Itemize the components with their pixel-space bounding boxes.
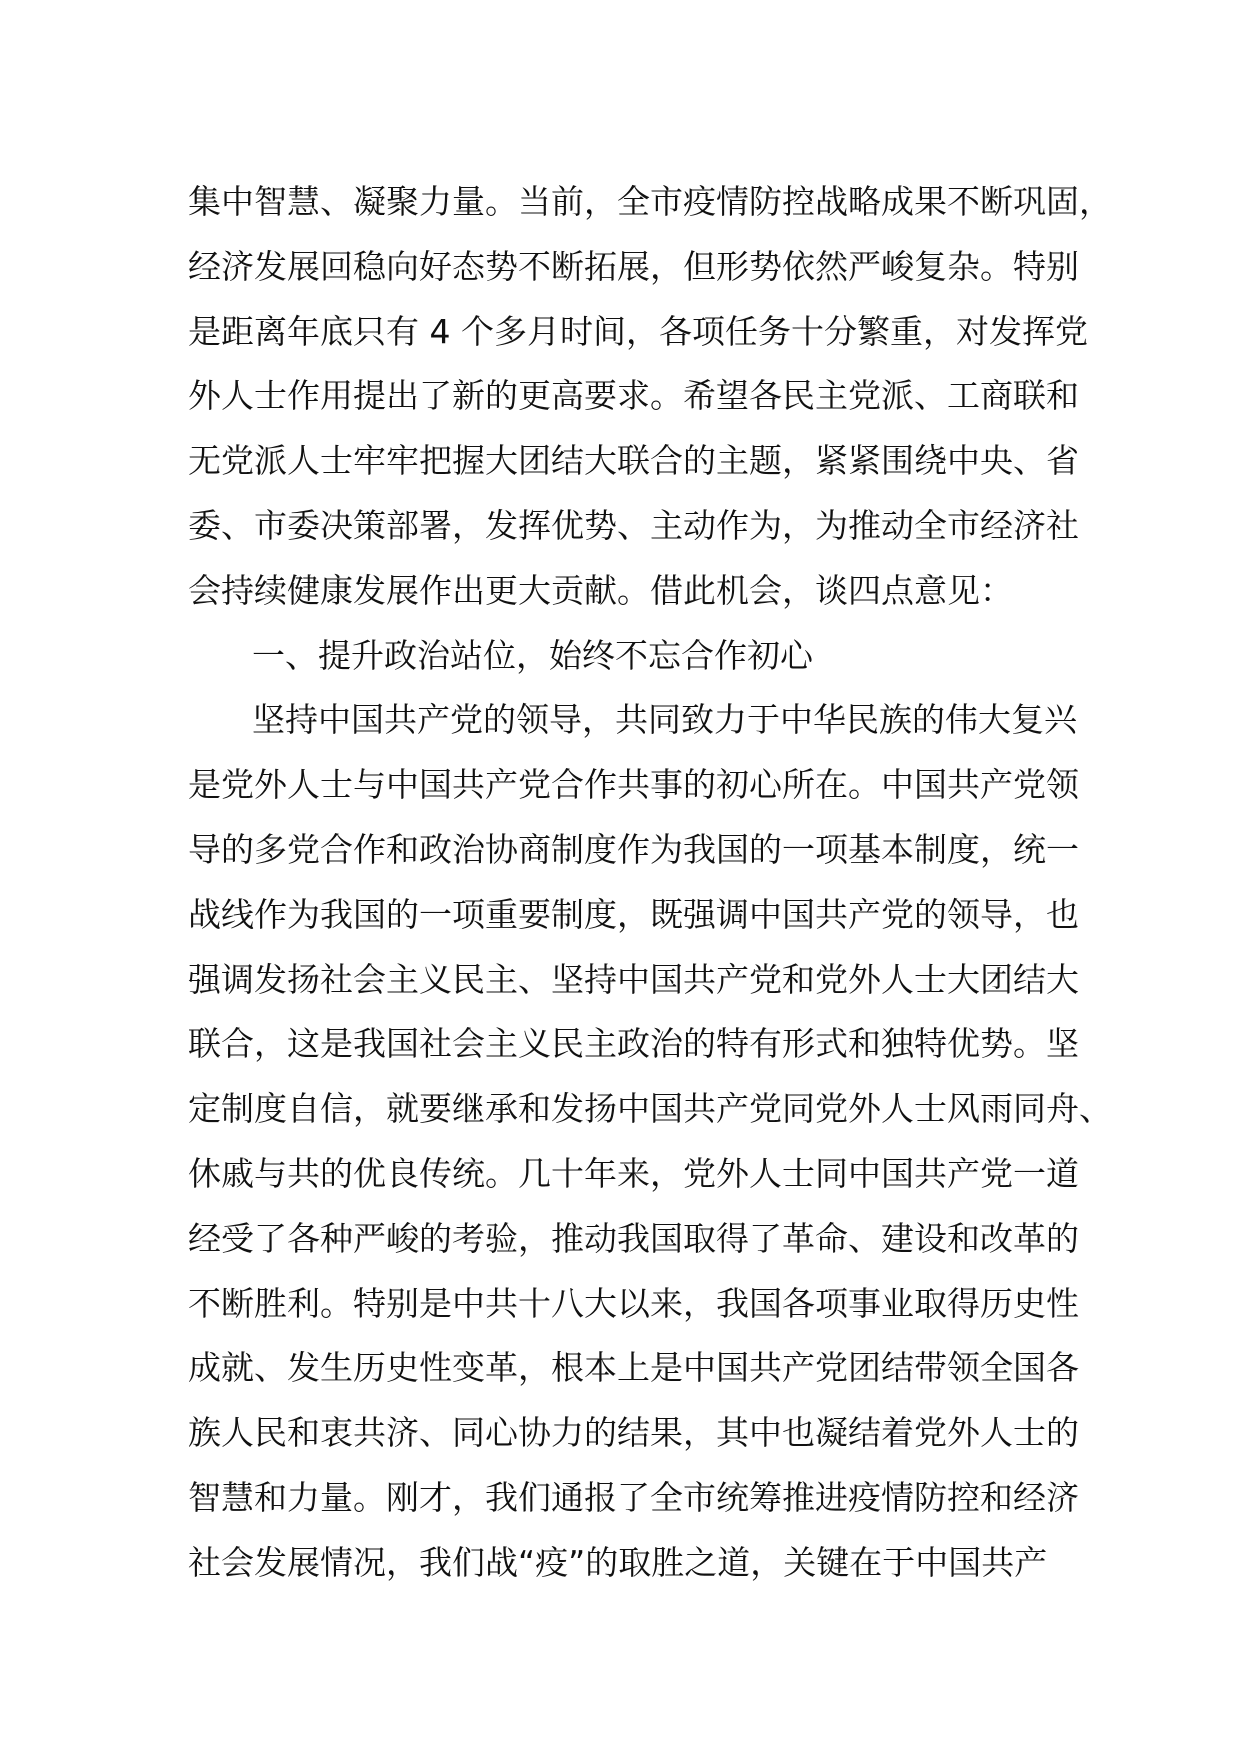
text-line: 不断胜利。特别是中共十八大以来，我国各项事业取得历史性 <box>188 1283 1079 1323</box>
text-line: 强调发扬社会主义民主、坚持中国共产党和党外人士大团结大 <box>188 959 1079 999</box>
text-line: 集中智慧、凝聚力量。当前，全市疫情防控战略成果不断巩固， <box>188 182 1112 221</box>
text-line: 休戚与共的优良传统。几十年来，党外人士同中国共产党一道 <box>188 1153 1079 1193</box>
text-line: 成就、发生历史性变革，根本上是中国共产党团结带领全国各 <box>188 1348 1079 1388</box>
text-line: 智慧和力量。刚才，我们通报了全市统筹推进疫情防控和经济 <box>188 1477 1079 1517</box>
text-line: 定制度自信，就要继承和发扬中国共产党同党外人士风雨同舟、 <box>188 1089 1112 1129</box>
document-body <box>188 170 1112 1596</box>
text-line: 经济发展回稳向好态势不断拓展，但形势依然严峻复杂。特别 <box>188 246 1079 286</box>
text-line: 战线作为我国的一项重要制度，既强调中国共产党的领导，也 <box>188 894 1079 934</box>
text-line: 社会发展情况，我们战“疫”的取胜之道，关键在于中国共产 <box>188 1542 1048 1582</box>
text-line: 联合，这是我国社会主义民主政治的特有形式和独特优势。坚 <box>188 1024 1079 1064</box>
paragraph-first-line: 坚持中国共产党的领导，共同致力于中华民族的伟大复兴 <box>252 700 1077 740</box>
text-line: 外人士作用提出了新的更高要求。希望各民主党派、工商联和 <box>188 376 1079 416</box>
section-heading: 一、提升政治站位，始终不忘合作初心 <box>252 635 813 675</box>
text-line: 经受了各种严峻的考验，推动我国取得了革命、建设和改革的 <box>188 1218 1079 1258</box>
text-line: 是党外人士与中国共产党合作共事的初心所在。中国共产党领 <box>188 765 1079 805</box>
text-line: 是距离年底只有 4 个多月时间，各项任务十分繁重，对发挥党 <box>188 311 1088 351</box>
text-line: 导的多党合作和政治协商制度作为我国的一项基本制度，统一 <box>188 829 1079 869</box>
text-line: 会持续健康发展作出更大贡献。借此机会，谈四点意见： <box>188 570 1013 610</box>
text-line: 委、市委决策部署，发挥优势、主动作为，为推动全市经济社 <box>188 505 1079 545</box>
text-line: 族人民和衷共济、同心协力的结果，其中也凝结着党外人士的 <box>188 1413 1079 1453</box>
text-line: 无党派人士牢牢把握大团结大联合的主题，紧紧围绕中央、省 <box>188 441 1079 481</box>
